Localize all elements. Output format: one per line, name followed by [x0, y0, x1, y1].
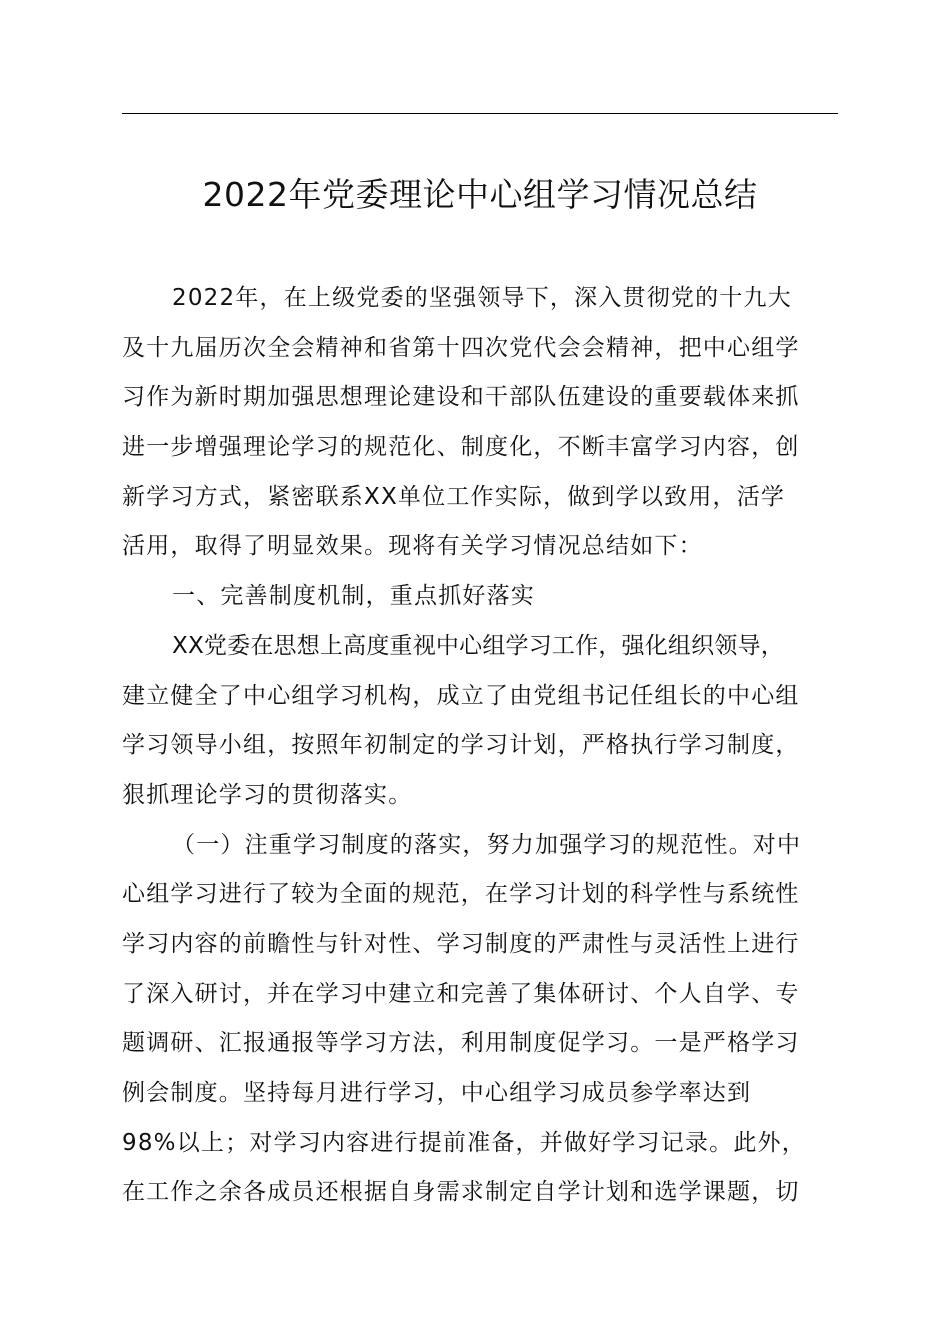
body-line: 心组学习进行了较为全面的规范，在学习计划的科学性与系统性: [122, 881, 800, 908]
body-line: 98%以上；对学习内容进行提前准备，并做好学习记录。此外，: [122, 1129, 806, 1156]
body-line: 学习内容的前瞻性与针对性、学习制度的严肃性与灵活性上进行: [122, 930, 800, 957]
body-line: 活用，取得了明显效果。现将有关学习情况总结如下：: [122, 533, 703, 560]
section-heading: 一、完善制度机制，重点抓好落实: [172, 583, 535, 610]
body-line: 及十九届历次全会精神和省第十四次党代会会精神，把中心组学: [122, 334, 800, 361]
body-line: 进一步增强理论学习的规范化、制度化，不断丰富学习内容，创: [122, 434, 800, 461]
subsection-line: （一）注重学习制度的落实，努力加强学习的规范性。对中: [172, 831, 802, 858]
body-line: 题调研、汇报通报等学习方法，利用制度促学习。一是严格学习: [122, 1030, 800, 1057]
body-line: 学习领导小组，按照年初制定的学习计划，严格执行学习制度，: [122, 732, 800, 759]
document-title: 2022年党委理论中心组学习情况总结: [202, 175, 758, 214]
body-line: 在工作之余各成员还根据自身需求制定自学计划和选学课题，切: [122, 1179, 800, 1206]
body-line: 例会制度。坚持每月进行学习，中心组学习成员参学率达到: [122, 1080, 752, 1106]
body-line: 2022年，在上级党委的坚强领导下，深入贯彻党的十九大: [172, 285, 792, 311]
header-rule: [122, 113, 838, 114]
document-body: [122, 274, 838, 1218]
body-line: XX党委在思想上高度重视中心组学习工作，强化组织领导，: [172, 632, 784, 659]
body-line: 建立健全了中心组学习机构，成立了由党组书记任组长的中心组: [122, 682, 800, 709]
body-line: 狠抓理论学习的贯彻落实。: [122, 781, 413, 808]
body-line: 习作为新时期加强思想理论建设和干部队伍建设的重要载体来抓: [122, 384, 800, 411]
body-line: 新学习方式，紧密联系XX单位工作实际，做到学以致用，活学: [122, 483, 786, 510]
body-line: 了深入研讨，并在学习中建立和完善了集体研讨、个人自学、专: [122, 980, 800, 1007]
